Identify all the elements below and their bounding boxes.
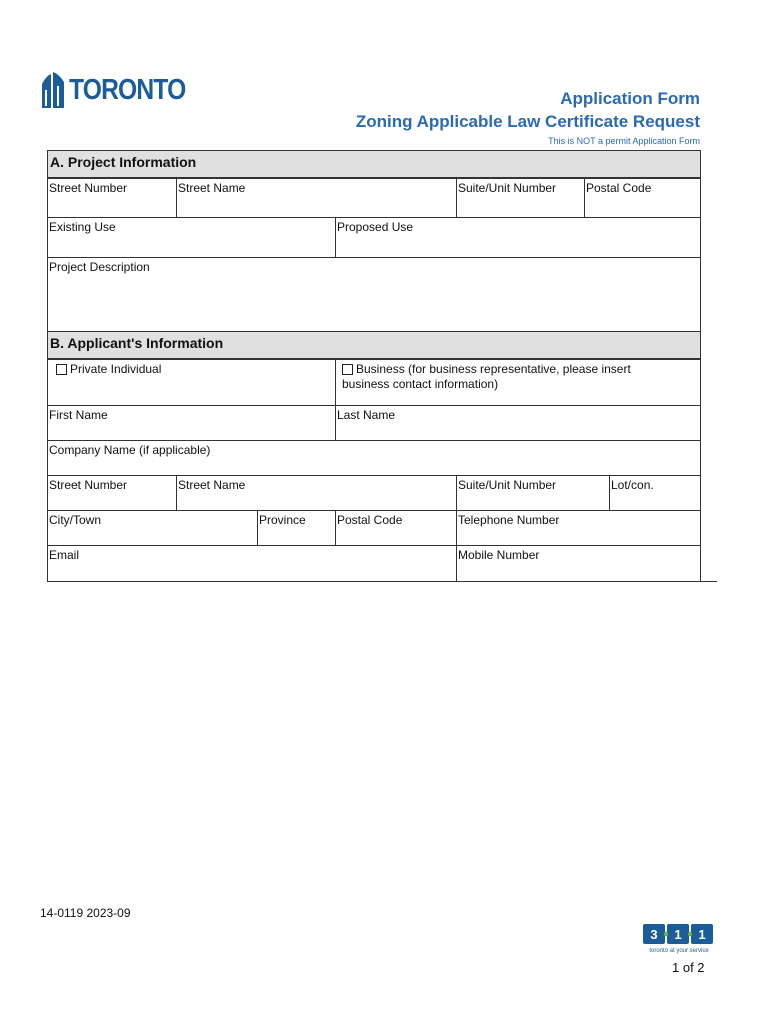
project-description-field[interactable]: Project Description <box>47 257 701 332</box>
badge-tagline: toronto at your service <box>649 948 709 954</box>
311-logo <box>640 923 718 955</box>
last-name-field[interactable]: Last Name <box>335 405 701 441</box>
project-street-name-field[interactable]: Street Name <box>176 178 457 218</box>
telephone-field[interactable]: Telephone Number <box>456 510 701 546</box>
311-badge-graphic <box>640 923 718 955</box>
private-individual-option[interactable] <box>47 359 336 406</box>
form-code: 14-0119 2023-09 <box>40 906 131 920</box>
badge-digit: 1 <box>698 927 706 942</box>
project-street-number-field[interactable]: Street Number <box>47 178 177 218</box>
section-a-header: A. Project Information <box>47 150 701 178</box>
applicant-street-name-field[interactable]: Street Name <box>176 475 457 511</box>
badge-digit: 3 <box>650 927 658 942</box>
proposed-use-field[interactable]: Proposed Use <box>335 217 701 258</box>
city-hall-icon <box>40 70 66 110</box>
business-option[interactable] <box>335 359 701 406</box>
divider <box>701 581 717 582</box>
lot-con-field[interactable]: Lot/con. <box>609 475 701 511</box>
logo-wordmark: TORONTO <box>69 73 186 106</box>
private-individual-checkbox[interactable] <box>56 364 67 375</box>
mobile-field[interactable]: Mobile Number <box>456 545 701 582</box>
toronto-logo <box>40 70 206 110</box>
business-label-line1: Business (for business representative, please insert <box>356 362 631 376</box>
city-town-field[interactable]: City/Town <box>47 510 258 546</box>
email-field[interactable]: Email <box>47 545 457 582</box>
form-subtitle: Zoning Applicable Law Certificate Request <box>355 112 700 131</box>
province-field[interactable]: Province <box>257 510 336 546</box>
business-checkbox[interactable] <box>342 364 353 375</box>
badge-digit: 1 <box>674 927 682 942</box>
applicant-street-number-field[interactable]: Street Number <box>47 475 177 511</box>
existing-use-field[interactable]: Existing Use <box>47 217 336 258</box>
section-b-header: B. Applicant's Information <box>47 331 701 359</box>
form-title: Application Form <box>560 89 700 108</box>
project-suite-unit-field[interactable]: Suite/Unit Number <box>456 178 585 218</box>
applicant-postal-code-field[interactable]: Postal Code <box>335 510 457 546</box>
first-name-field[interactable]: First Name <box>47 405 336 441</box>
project-postal-code-field[interactable]: Postal Code <box>584 178 701 218</box>
business-label-line2: business contact information) <box>342 377 499 391</box>
applicant-suite-unit-field[interactable]: Suite/Unit Number <box>456 475 610 511</box>
company-name-field[interactable]: Company Name (if applicable) <box>47 440 701 476</box>
form-note: This is NOT a permit Application Form <box>548 136 700 146</box>
private-individual-label: Private Individual <box>70 362 162 376</box>
page-number: 1 of 2 <box>672 960 705 975</box>
